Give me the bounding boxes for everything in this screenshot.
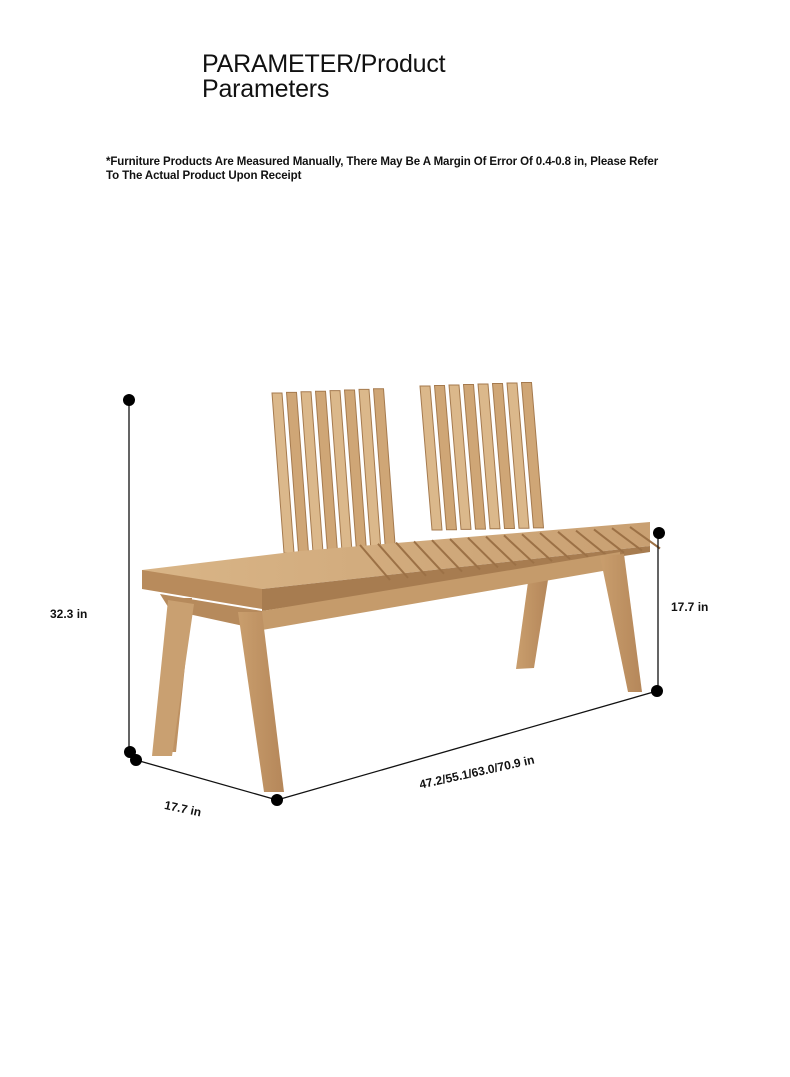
- length-right-dot: [651, 685, 663, 697]
- total-height-label: 32.3 in: [50, 607, 88, 621]
- seat-top-dot: [653, 527, 665, 539]
- right-backrest: [420, 383, 544, 531]
- height-top-dot: [123, 394, 135, 406]
- disclaimer-line-2: To The Actual Product Upon Receipt: [106, 170, 302, 182]
- title-line-2: Parameters: [202, 75, 330, 103]
- depth-left-dot: [130, 754, 142, 766]
- corner-dot: [271, 794, 283, 806]
- left-backrest: [272, 389, 396, 553]
- depth-label: 17.7 in: [163, 798, 203, 820]
- title-line-1: PARAMETER/Product: [202, 50, 446, 78]
- depth-line: [136, 760, 277, 800]
- length-label: 47.2/55.1/63.0/70.9 in: [418, 752, 536, 792]
- length-line: [277, 691, 657, 800]
- seat-height-label: 17.7 in: [671, 600, 709, 614]
- disclaimer-line-1: *Furniture Products Are Measured Manually, There May Be A Margin Of Error Of 0.4-0.8 in, Please Refer: [106, 156, 659, 168]
